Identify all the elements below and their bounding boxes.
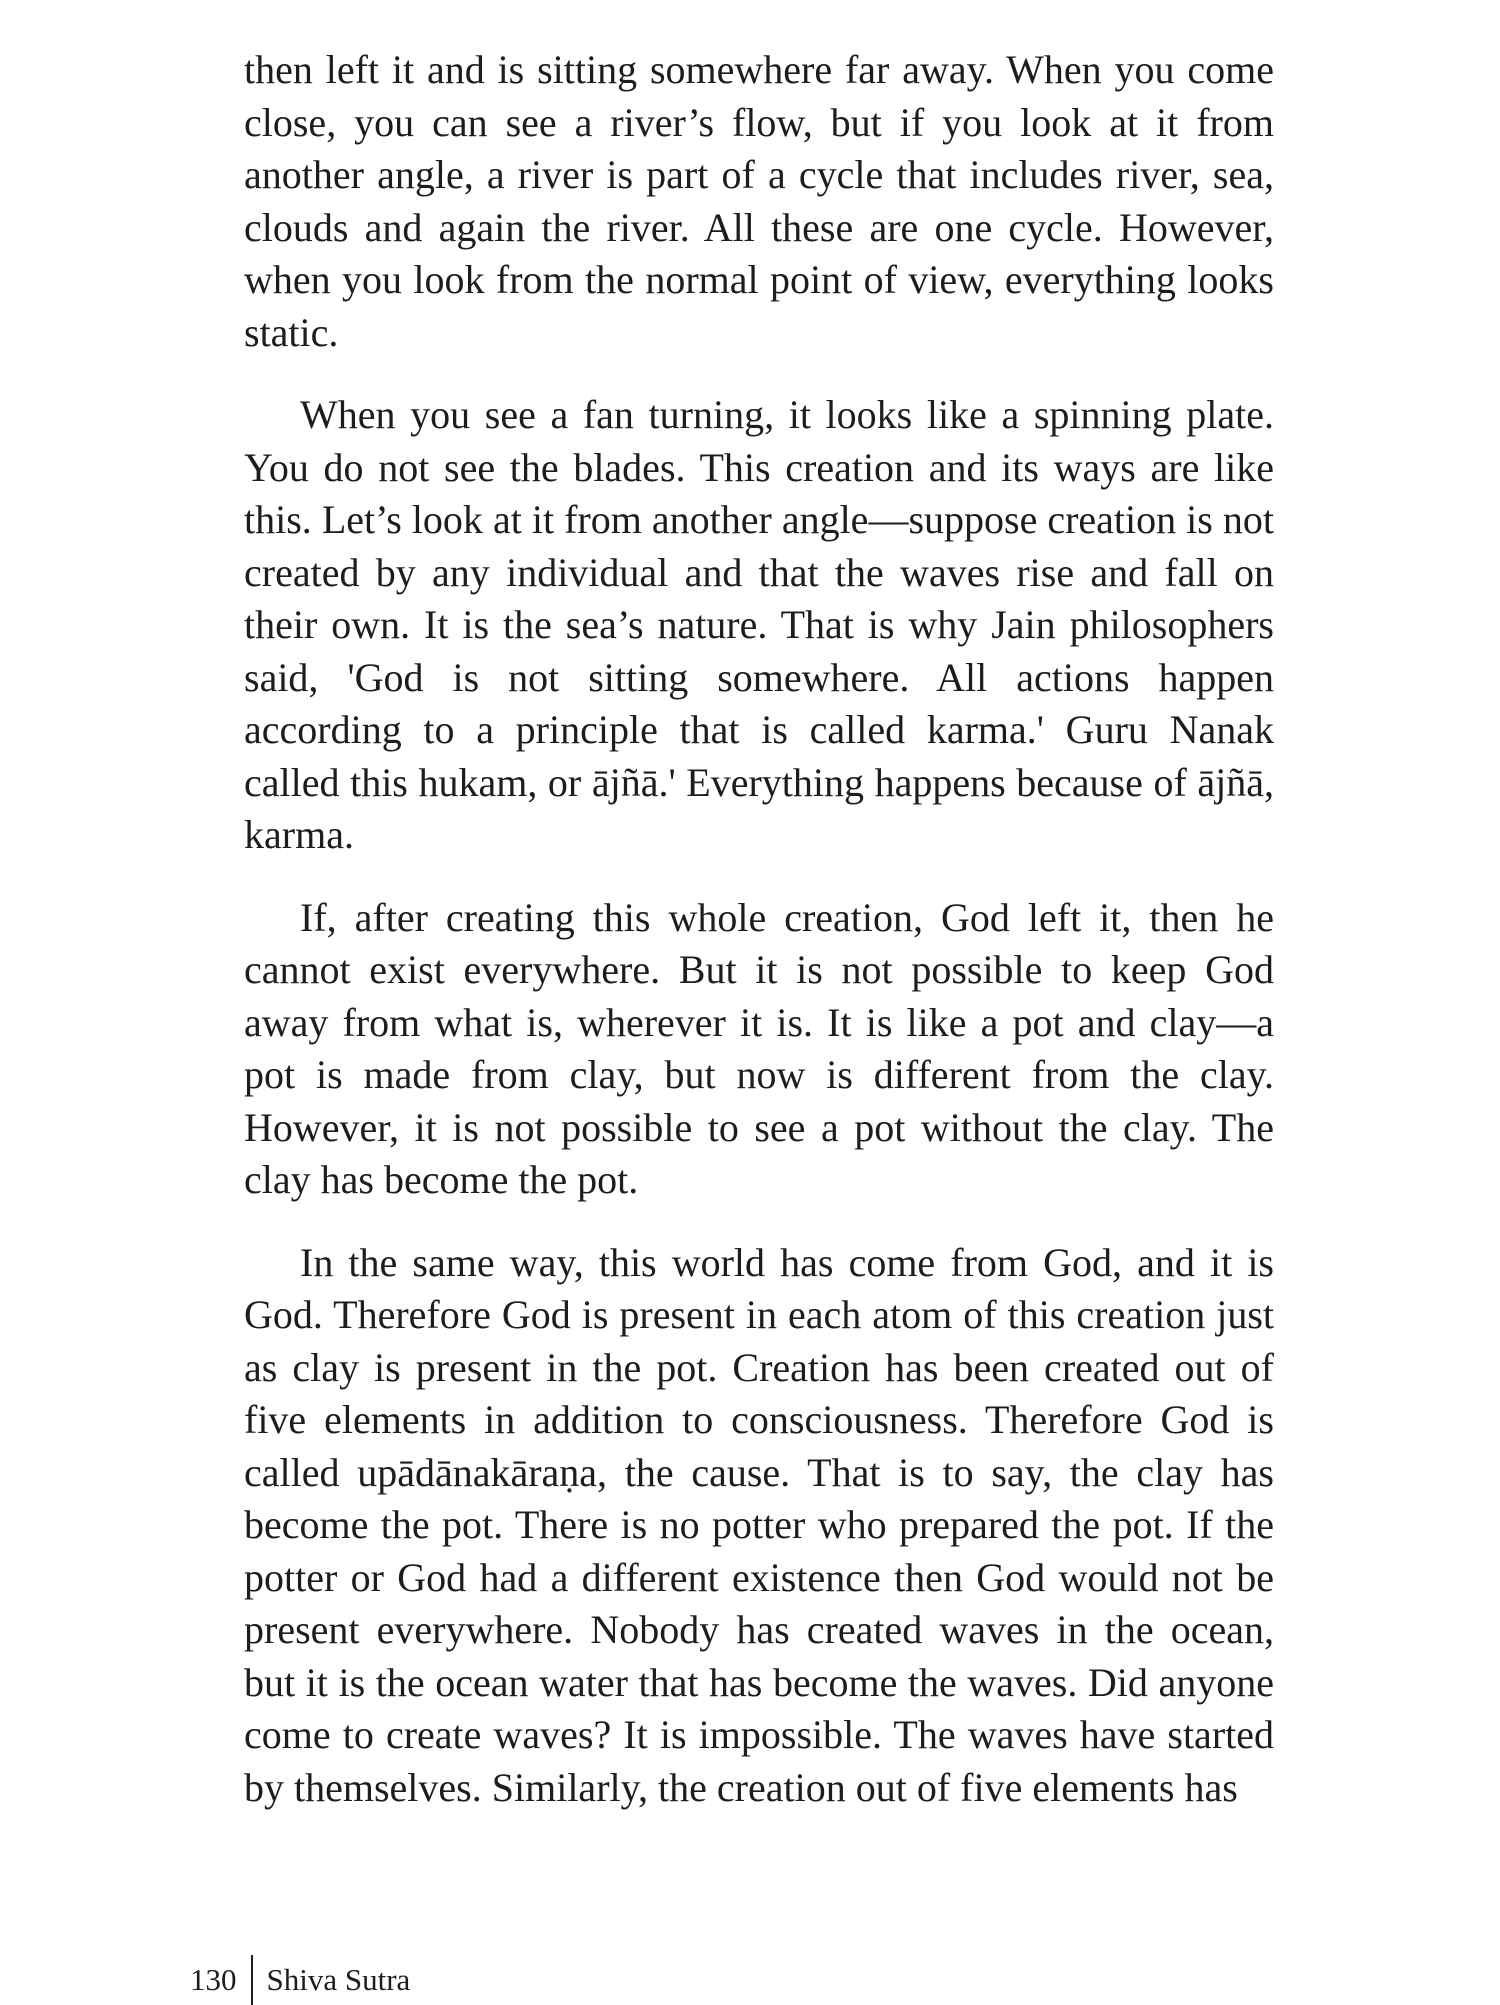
page-number: 130 bbox=[190, 1962, 237, 1997]
paragraph-3: If, after creating this whole creation, God left it, then he cannot exist everywhere. But it is not possible to keep God away from what is, wherever it is. It is like a pot and clay—a pot is made from clay, but now is different from the clay. However, it is not possible to see a pot without the clay. The clay has become the pot. bbox=[244, 894, 1274, 1202]
paragraph-2: When you see a fan turning, it looks like a spinning plate. You do not see the blades. This creation and its ways are like this. Let’s look at it from another angle—suppose creation is not created by any individual and that the waves rise and fall on their own. It is the sea’s nature. That is why Jain philosophers said, 'God is not sitting somewhere. All actions happen according to a principle that is called karma.' Guru Nanak called this hukam, or ājñā.' Everything happens because of ājñā, karma. bbox=[244, 392, 1274, 857]
page-footer bbox=[190, 1955, 410, 2005]
footer-divider bbox=[251, 1955, 253, 2005]
body-text bbox=[244, 44, 1274, 1844]
book-title: Shiva Sutra bbox=[266, 1962, 411, 1997]
paragraph-1: then left it and is sitting somewhere far away. When you come close, you can see a river’s flow, but if you look at it from another angle, a river is part of a cycle that includes river, sea, clouds and again the river. All these are one cycle. However, when you look from the normal point of view, everything looks static. bbox=[244, 47, 1274, 355]
paragraph-4: In the same way, this world has come from God, and it is God. Therefore God is present in each atom of this creation just as clay is present in the pot. Creation has been created out of five elements in addition to consciousness. Therefore God is called upādānakāraṇa, the cause. That is to say, the clay has become the pot. There is no potter who prepared the pot. If the potter or God had a different existence then God would not be present everywhere. Nobody has created waves in the ocean, but it is the ocean water that has become the waves. Did anyone come to create waves? It is impossible. The waves have started by themselves. Similarly, the creation out of five elements has bbox=[244, 1239, 1274, 1810]
